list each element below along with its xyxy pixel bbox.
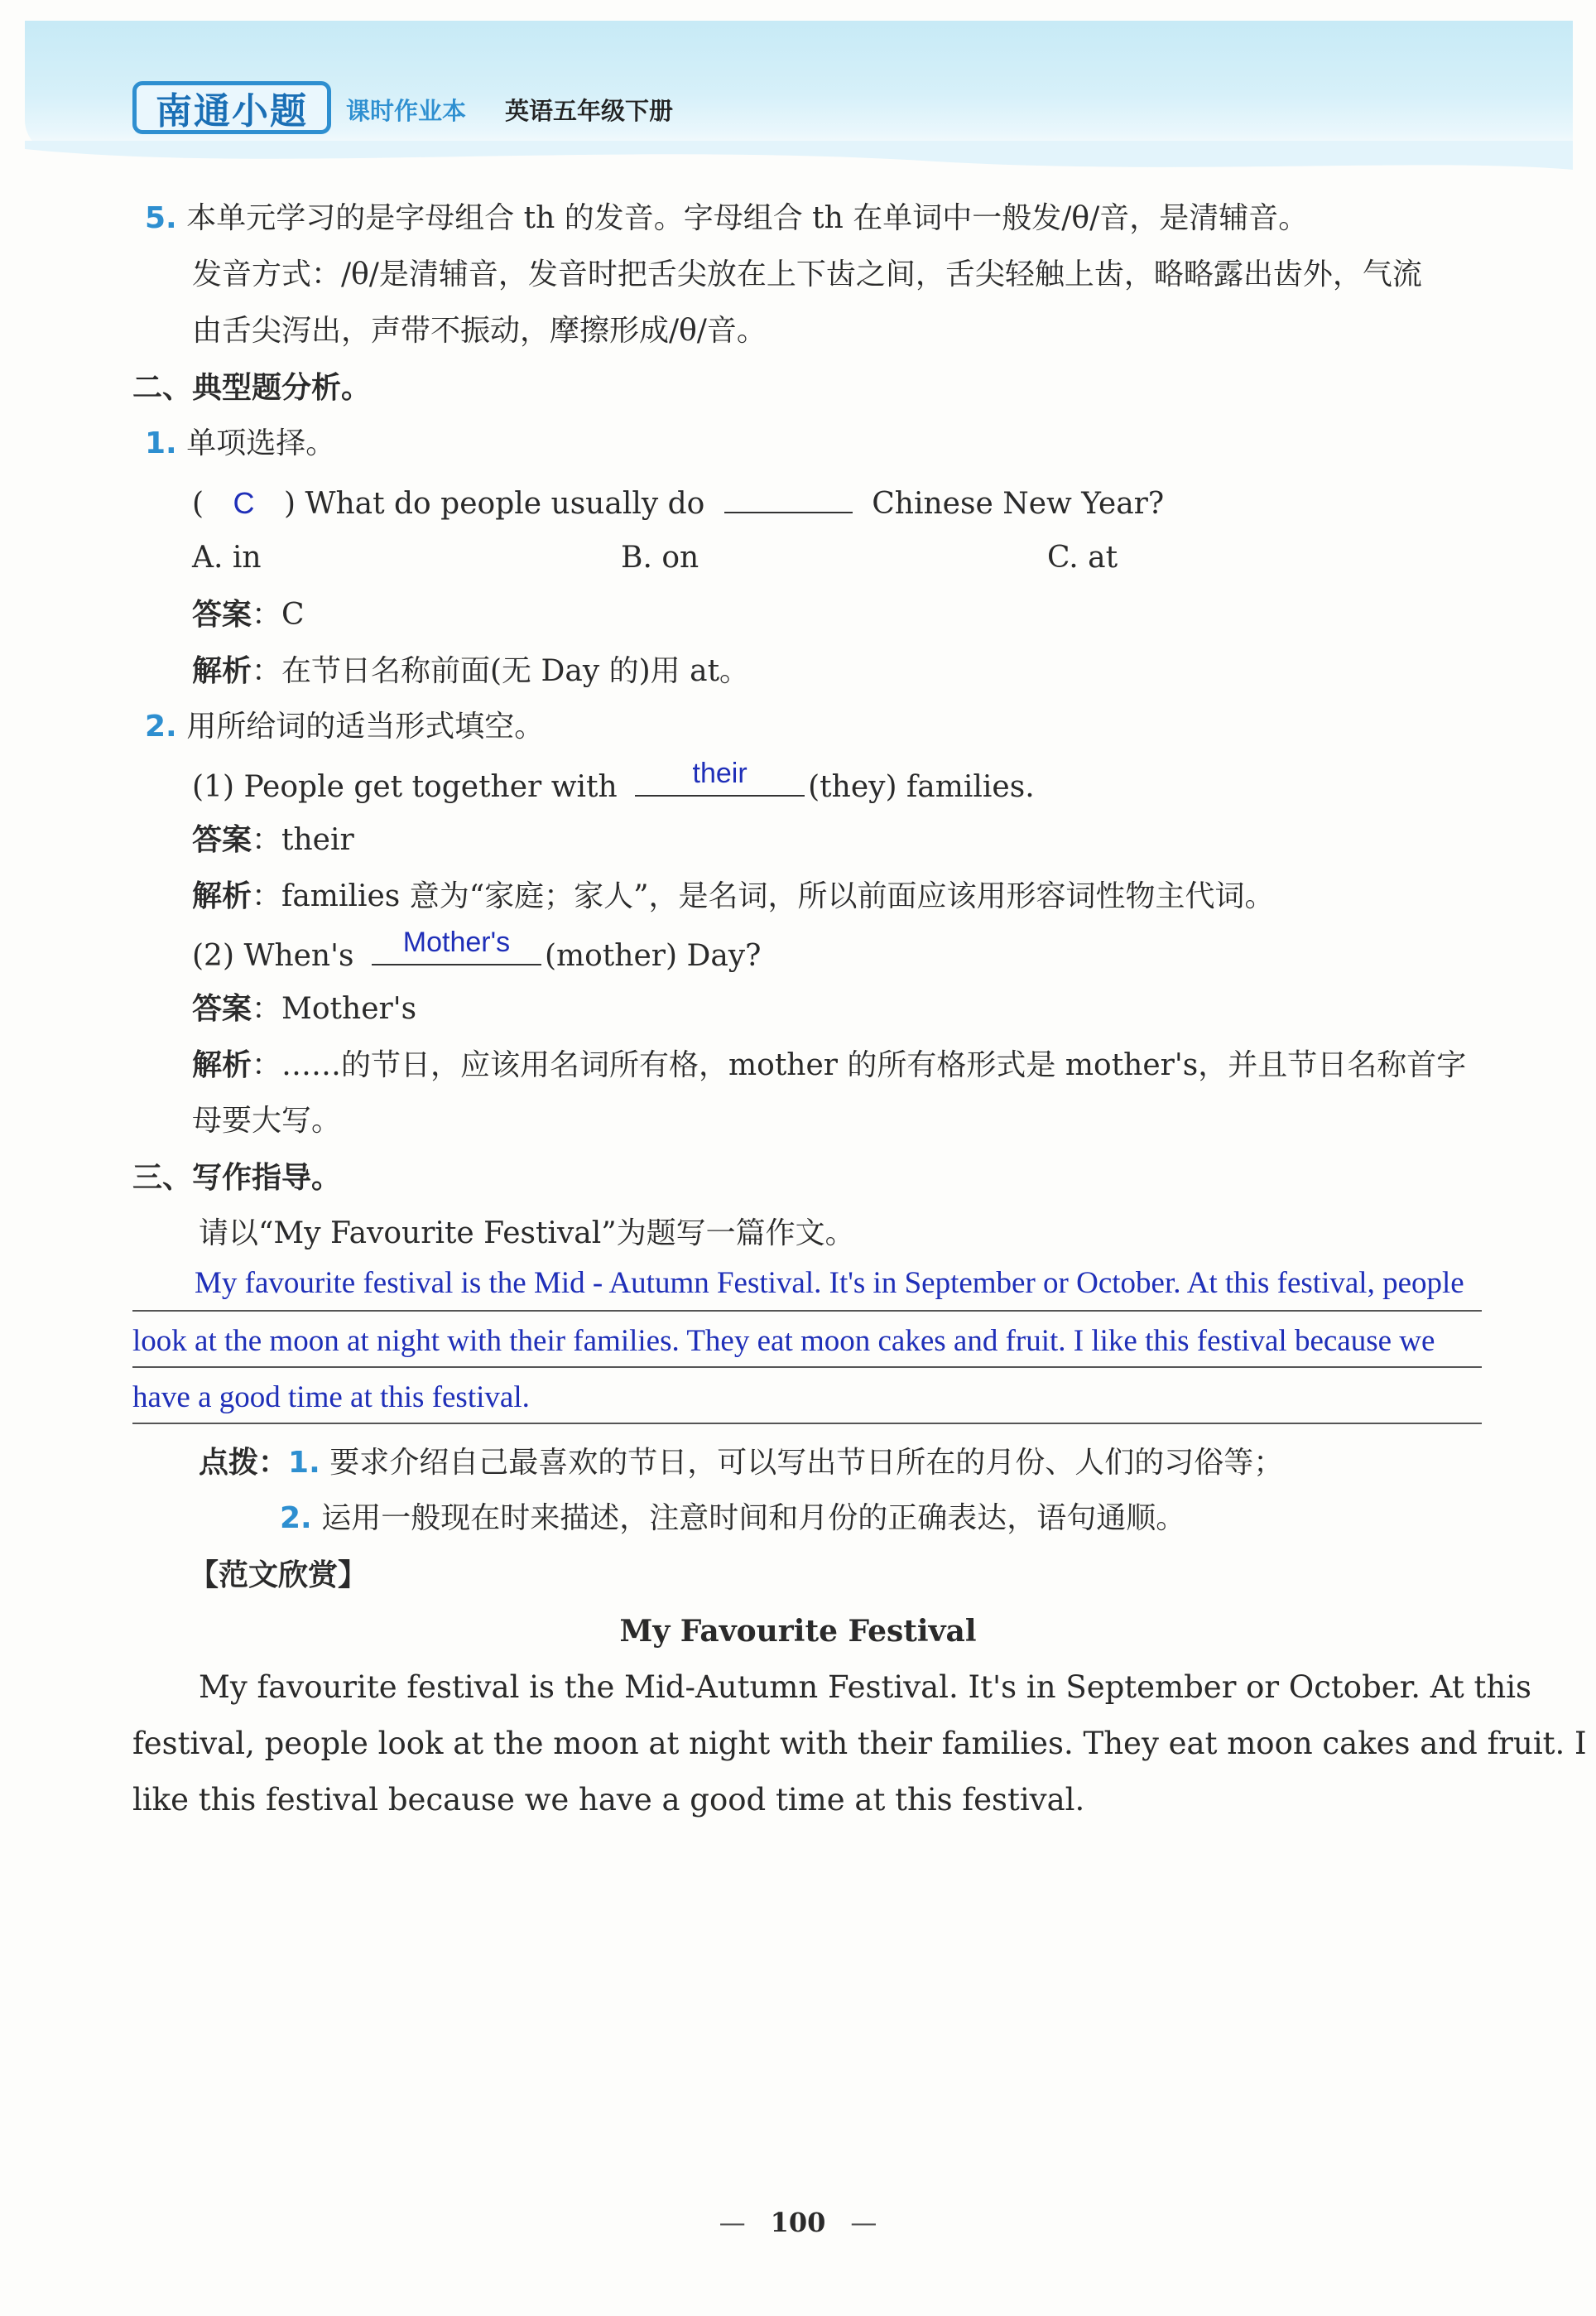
- answer-label: 答案: [192, 822, 252, 857]
- q1-option-a: A. in: [192, 541, 262, 575]
- q2-sub1: [192, 758, 1035, 807]
- analysis-text: ：……的节日，应该用名词所有格，mother 的所有格形式是 mother's，并且节日名称首字: [252, 1048, 1467, 1082]
- model-essay-label: 【范文欣赏】: [189, 1558, 368, 1592]
- header-wave: [25, 141, 1573, 190]
- ruled-line-2: [132, 1366, 1482, 1368]
- q2-answer1: [192, 820, 354, 860]
- paren-close: ): [283, 487, 296, 521]
- q1-answer: [192, 595, 305, 635]
- answer-label: 答案: [192, 991, 252, 1026]
- q2-title-line: [145, 707, 544, 747]
- essay-line-2: look at the moon at night with their families. They eat moon cakes and fruit. I like this festival because we: [132, 1324, 1435, 1358]
- q1-stem-a: What do people usually do: [305, 487, 705, 521]
- q1-title: 单项选择。: [186, 426, 336, 460]
- model-essay-line-2: festival, people look at the moon at night with their families. They eat moon cakes and fruit. I: [132, 1726, 1587, 1761]
- q1-stem: [192, 480, 1164, 524]
- analysis-text: ：在节日名称前面(无 Day 的)用 at。: [252, 654, 750, 688]
- item5-line2: 发音方式：/θ/是清辅音，发音时把舌尖放在上下齿之间，舌尖轻触上齿，略略露出齿外，气流: [192, 258, 1422, 291]
- model-essay-line-1: My favourite festival is the Mid-Autumn Festival. It's in September or October. At this: [199, 1669, 1532, 1705]
- writing-prompt: 请以“My Favourite Festival”为题写一篇作文。: [199, 1216, 855, 1250]
- q2-analysis1: [192, 876, 1275, 917]
- q2-sub2-blank: [372, 927, 541, 965]
- tip2-text: 运用一般现在时来描述，注意时间和月份的正确表达，语句通顺。: [321, 1501, 1186, 1535]
- q1-number: 1.: [145, 426, 177, 460]
- tip2-number: 2.: [280, 1501, 312, 1535]
- q1-stem-b: Chinese New Year?: [872, 487, 1165, 521]
- answer-label: 答案: [192, 597, 252, 632]
- q1-blank: [724, 480, 853, 513]
- q2-sub2-stem-b: (mother) Day?: [544, 939, 762, 973]
- q2-number: 2.: [145, 710, 177, 744]
- q2-analysis2-line2: 母要大写。: [192, 1104, 342, 1138]
- essay-line-3: have a good time at this festival.: [132, 1380, 530, 1414]
- tips-line-1: [199, 1442, 1283, 1483]
- answer-value: ：C: [252, 598, 305, 632]
- item-text: 本单元学习的是字母组合 th 的发音。字母组合 th 在单词中一般发/θ/音，是清辅音。: [186, 201, 1309, 235]
- tip1-number: 1.: [288, 1446, 320, 1480]
- q1-title-line: [145, 424, 335, 464]
- analysis-label: 解析: [192, 653, 252, 688]
- q2-sub2-handwritten: Mother's: [402, 927, 511, 958]
- ruled-line-1: [132, 1310, 1482, 1312]
- analysis-text: ：families 意为“家庭；家人”，是名词，所以前面应该用形容词性物主代词。: [252, 879, 1275, 913]
- logo-text: 南通小题: [156, 90, 308, 132]
- tips-label: 点拨：: [199, 1445, 289, 1480]
- series-logo: [132, 81, 331, 134]
- q2-title: 用所给词的适当形式填空。: [186, 710, 545, 744]
- item-number: 5.: [145, 201, 177, 235]
- q2-sub2: [192, 927, 762, 976]
- book-subject: 英语五年级下册: [505, 97, 674, 125]
- tips-line-2: [280, 1499, 1185, 1538]
- q2-sub1-stem-a: (1) People get together with: [192, 770, 618, 804]
- analysis-label: 解析: [192, 1047, 252, 1082]
- q2-sub2-stem-a: (2) When's: [192, 939, 354, 973]
- paren-open: (: [192, 487, 204, 521]
- footer-dash-left: —: [719, 2207, 746, 2238]
- q2-analysis2-line1: [192, 1045, 1466, 1086]
- tip1-text: 要求介绍自己最喜欢的节日，可以写出节日所在的月份、人们的习俗等；: [329, 1446, 1284, 1480]
- page-footer: [0, 2207, 1596, 2238]
- section3-heading: 三、写作指导。: [132, 1160, 342, 1195]
- essay-line-1: My favourite festival is the Mid - Autumn Festival. It's in September or October. At this festival, people: [195, 1266, 1464, 1300]
- q1-analysis: [192, 651, 749, 691]
- q1-handwritten-answer: C: [233, 486, 255, 520]
- ruled-line-3: [132, 1423, 1482, 1424]
- page-number: 100: [770, 2207, 826, 2238]
- q2-answer2: [192, 989, 416, 1029]
- analysis-label: 解析: [192, 879, 252, 913]
- q2-sub1-blank: [635, 758, 805, 797]
- section2-heading: 二、典型题分析。: [132, 370, 372, 405]
- item5-line1: [145, 199, 1308, 238]
- item5-line3: 由舌尖泻出，声带不振动，摩擦形成/θ/音。: [192, 314, 767, 348]
- q1-option-c: C. at: [1047, 541, 1118, 575]
- model-essay-line-3: like this festival because we have a good time at this festival.: [132, 1782, 1085, 1818]
- footer-dash-right: —: [850, 2207, 877, 2238]
- model-essay-title: My Favourite Festival: [619, 1614, 977, 1649]
- q1-option-b: B. on: [621, 541, 699, 575]
- q2-sub1-handwritten: their: [692, 758, 748, 789]
- series-name: 课时作业本: [346, 97, 467, 125]
- answer-value: ：Mother's: [252, 992, 417, 1026]
- q2-sub1-stem-b: (they) families.: [808, 770, 1035, 804]
- answer-value: ：their: [252, 823, 354, 857]
